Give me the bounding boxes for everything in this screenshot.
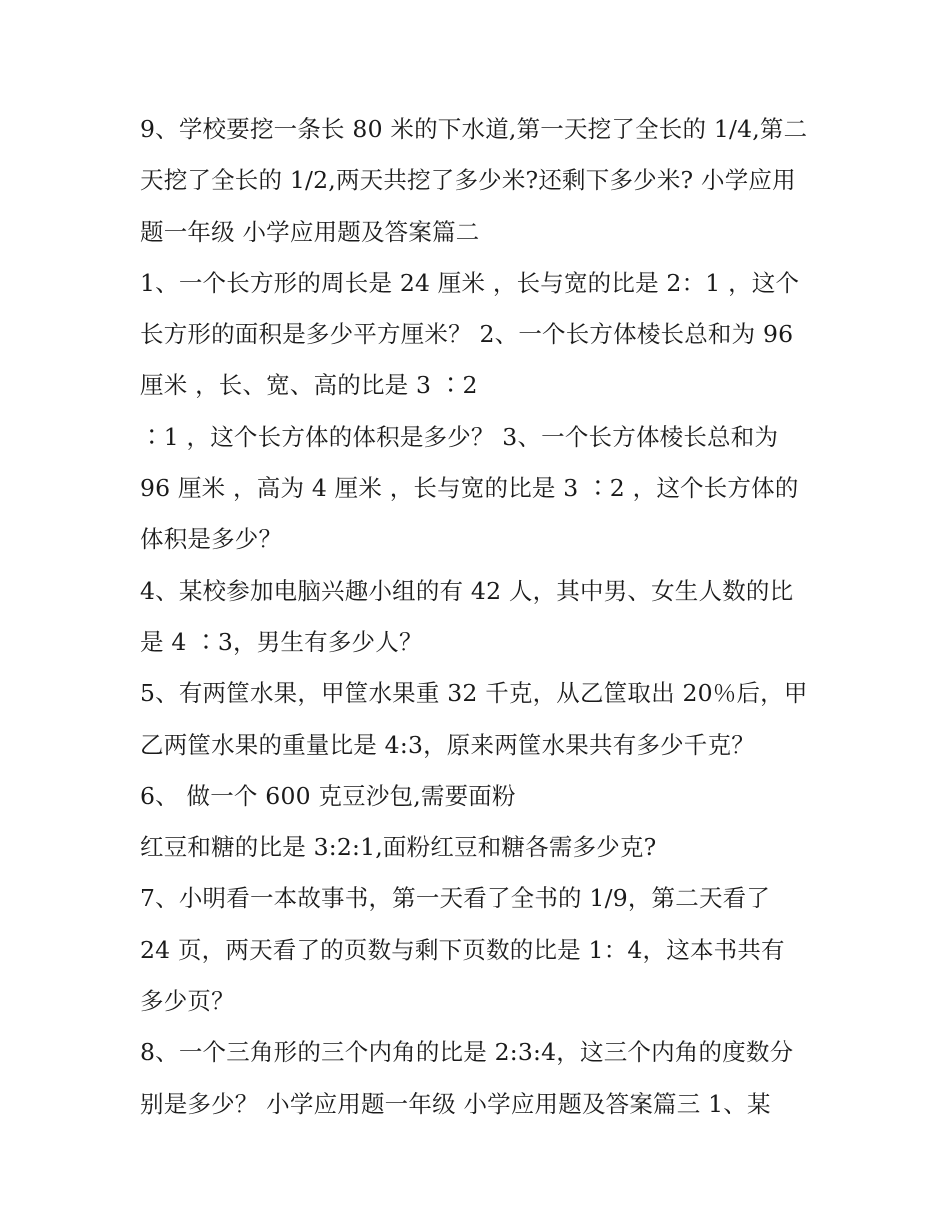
text-line: 多少页？	[140, 987, 235, 1016]
text-line: 4、某校参加电脑兴趣小组的有 42 人，其中男、女生人数的比	[140, 576, 794, 605]
text-line: 体积是多少？	[140, 525, 283, 554]
text-line: 乙两筐水果的重量比是 4:3，原来两筐水果共有多少千克？	[140, 730, 755, 759]
text-line: 6、 做一个 600 克豆沙包,需要面粉	[140, 781, 516, 810]
text-line: 别是多少？ 小学应用题一年级 小学应用题及答案篇三 1、某	[140, 1089, 771, 1118]
text-line: 红豆和糖的比是 3:2:1,面粉红豆和糖各需多少克?	[140, 833, 657, 862]
text-line: 9、学校要挖一条长 80 米的下水道,第一天挖了全长的 1/4,第二	[140, 115, 808, 143]
text-line: 长方形的面积是多少平方厘米？ 2、一个长方体棱长总和为 96	[140, 320, 794, 349]
text-line: 天挖了全长的 1/2,两天共挖了多少米?还剩下多少米? 小学应用	[140, 166, 796, 195]
text-line: 5、有两筐水果，甲筐水果重 32 千克，从乙筐取出 20％后，甲	[140, 679, 808, 708]
text-line: 24 页，两天看了的页数与剩下页数的比是 1：4，这本书共有	[140, 935, 785, 964]
text-line: 是 4 ∶3，男生有多少人？	[140, 627, 423, 656]
text-line: 96 厘米 ，高为 4 厘米 ，长与宽的比是 3 ∶2 ，这个长方体的	[140, 474, 799, 503]
text-line: 题一年级 小学应用题及答案篇二	[140, 217, 480, 246]
text-line: ∶1 ，这个长方体的体积是多少？ 3、一个长方体棱长总和为	[140, 422, 779, 451]
document-body	[140, 104, 820, 1130]
text-line: 8、一个三角形的三个内角的比是 2:3:4，这三个内角的度数分	[140, 1038, 794, 1067]
text-line: 厘米 ，长、宽、高的比是 3 ∶2	[140, 371, 478, 400]
text-line: 1、一个长方形的周长是 24 厘米 ，长与宽的比是 2：1 ，这个	[140, 268, 800, 297]
text-line: 7、小明看一本故事书，第一天看了全书的 1/9，第二天看了	[140, 884, 771, 913]
